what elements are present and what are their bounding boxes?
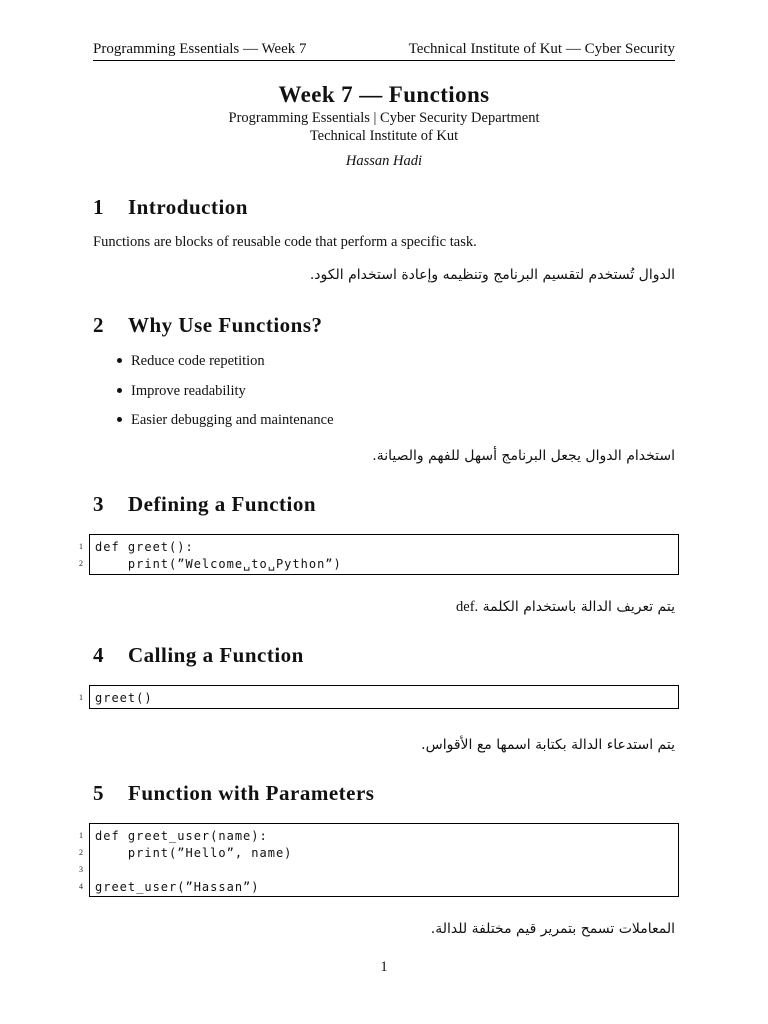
code-text: print(”Hello”, name) xyxy=(95,846,293,860)
running-header-left: Programming Essentials — Week 7 xyxy=(93,41,307,57)
bullet-icon xyxy=(117,417,122,422)
line-number: 1 xyxy=(79,831,83,840)
list-item-text: Reduce code repetition xyxy=(131,353,265,369)
list-item xyxy=(117,411,334,429)
keyword-def: def. xyxy=(456,599,479,615)
bullet-icon xyxy=(117,358,122,363)
code-line xyxy=(79,689,678,706)
arabic-note-text: يتم تعريف الدالة باستخدام الكلمة xyxy=(482,599,675,615)
code-listing xyxy=(79,534,679,575)
section-paragraph: Functions are blocks of reusable code that perform a specific task. xyxy=(93,234,477,250)
arabic-note: استخدام الدوال يجعل البرنامج أسهل للفهم والصيانة. xyxy=(372,448,675,464)
arabic-note: يتم استدعاء الدالة بكتابة اسمها مع الأقواس. xyxy=(421,737,675,753)
section-number: 4 xyxy=(93,643,104,667)
code-text: def greet_user(name): xyxy=(95,829,268,843)
code-text: print(”Welcome␣to␣Python”) xyxy=(95,557,342,571)
section-heading xyxy=(93,313,323,337)
code-text: def greet(): xyxy=(95,540,194,554)
line-number: 2 xyxy=(79,848,83,857)
code-listing xyxy=(79,685,679,709)
arabic-note xyxy=(456,598,675,616)
document-subtitle: Programming Essentials | Cyber Security Department xyxy=(228,110,540,126)
list-item xyxy=(117,382,246,400)
section-title: Introduction xyxy=(128,195,248,219)
bullet-icon xyxy=(117,388,122,393)
line-number: 1 xyxy=(79,693,83,702)
code-line xyxy=(79,827,678,844)
line-number: 3 xyxy=(79,865,83,874)
section-number: 5 xyxy=(93,781,104,805)
document-institution: Technical Institute of Kut xyxy=(309,128,459,144)
code-line xyxy=(79,861,678,878)
arabic-note: الدوال تُستخدم لتقسيم البرنامج وتنظيمه وإعادة استخدام الكود. xyxy=(309,267,675,283)
code-line xyxy=(79,844,678,861)
list-item xyxy=(117,352,265,370)
code-listing xyxy=(79,823,679,897)
section-title: Defining a Function xyxy=(128,492,317,516)
document-author: Hassan Hadi xyxy=(345,153,423,169)
section-number: 2 xyxy=(93,313,104,337)
code-text xyxy=(90,863,95,877)
section-heading xyxy=(93,195,248,219)
section-title: Calling a Function xyxy=(128,643,304,667)
line-number: 1 xyxy=(79,542,83,551)
arabic-note: المعاملات تسمح بتمرير قيم مختلفة للدالة. xyxy=(430,921,675,937)
page-number: 1 xyxy=(380,959,388,975)
code-text: greet_user(”Hassan”) xyxy=(95,880,260,894)
header-rule xyxy=(93,60,675,61)
line-number: 4 xyxy=(79,882,83,891)
code-line xyxy=(79,878,678,895)
running-header-right: Technical Institute of Kut — Cyber Security xyxy=(408,41,675,57)
list-item-text: Improve readability xyxy=(131,383,246,399)
section-heading xyxy=(93,492,316,516)
code-text: greet() xyxy=(95,691,153,705)
section-number: 3 xyxy=(93,492,104,516)
code-line xyxy=(79,538,678,555)
section-title: Function with Parameters xyxy=(128,781,375,805)
section-number: 1 xyxy=(93,195,104,219)
section-title: Why Use Functions? xyxy=(128,313,323,337)
list-item-text: Easier debugging and maintenance xyxy=(131,412,334,428)
document-title: Week 7 — Functions xyxy=(278,82,490,107)
code-line xyxy=(79,555,678,572)
section-heading xyxy=(93,781,374,805)
section-heading xyxy=(93,643,304,667)
line-number: 2 xyxy=(79,559,83,568)
